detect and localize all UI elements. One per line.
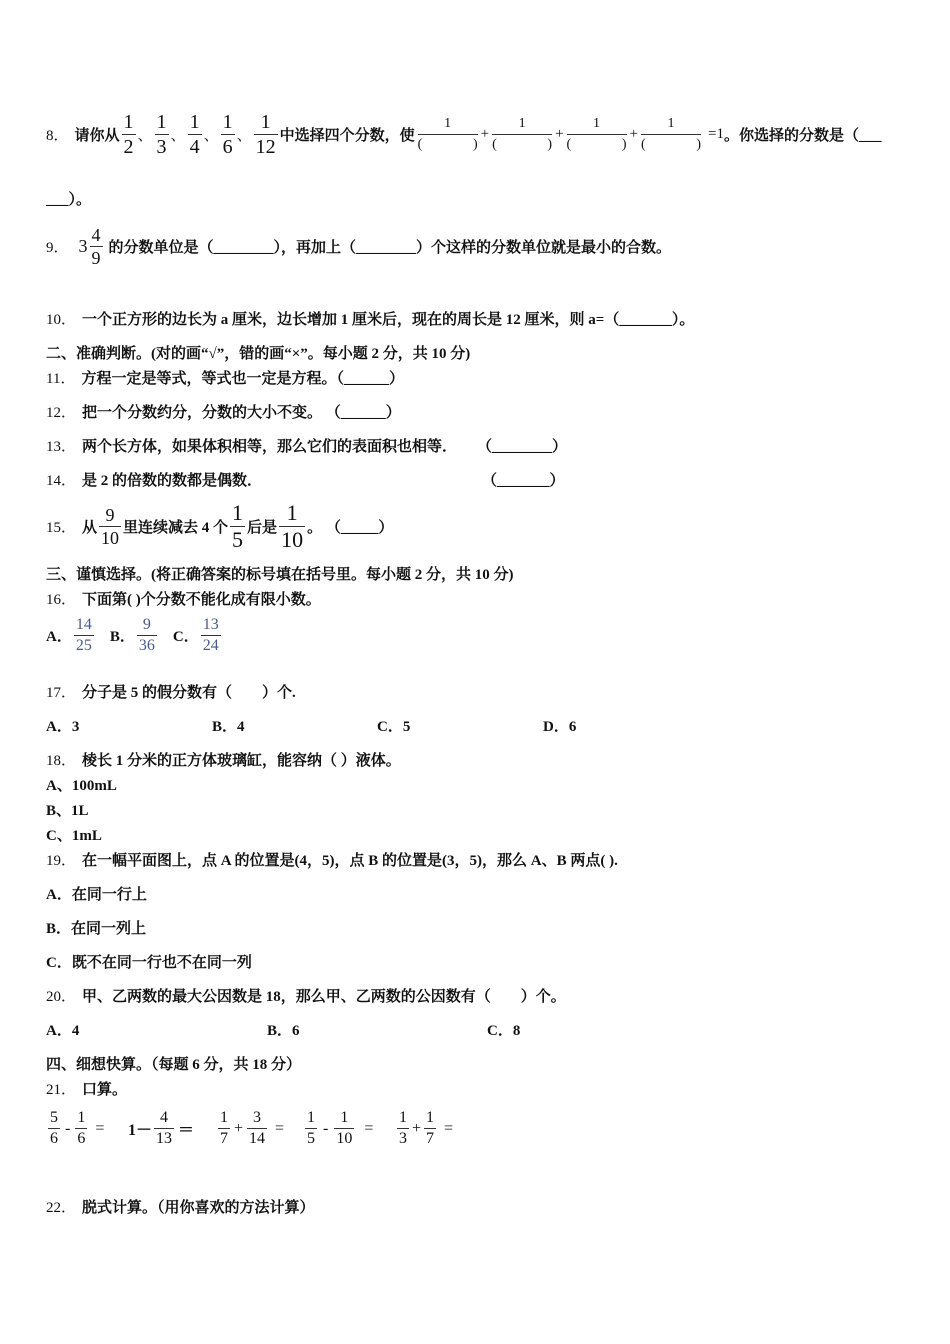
question-text: 两个长方体，如果体积相等，那么它们的表面积也相等． (82, 439, 458, 455)
blank-fraction[interactable]: 1 ( ) (417, 116, 478, 152)
question-10 (46, 308, 694, 329)
calc-expression-4: $\frac{1}{5}$ - $\frac{1}{10}$ = (307, 1109, 374, 1147)
option-b-fraction[interactable]: $\frac{9}{36}$ (138, 616, 155, 654)
q19-option-b[interactable]: B．在同一列上 (46, 921, 147, 937)
fraction: $\frac{1}{6}$ (77, 1109, 86, 1147)
option-c[interactable]: C． (172, 629, 199, 645)
question-number: 21． (46, 1082, 77, 1098)
calc-expression-1: $\frac{5}{6}$ - $\frac{1}{6}$ = (50, 1109, 105, 1147)
option-b[interactable]: B． (109, 629, 135, 645)
question-text: 脱式计算。（用你喜欢的方法计算） (82, 1200, 315, 1216)
question-number: 18． (46, 753, 77, 769)
q17-option-d[interactable]: D．6 (543, 719, 577, 735)
question-8-continued[interactable]: ___）。 (46, 192, 92, 208)
question-21 (46, 1078, 127, 1099)
question-number: 17． (46, 685, 77, 701)
q18-option-a[interactable]: A、100mL (46, 778, 117, 794)
calc-expression-5: $\frac{1}{3}$ + $\frac{1}{7}$ = (399, 1109, 454, 1147)
question-text: 是 2 的倍数的数都是偶数． (82, 473, 263, 489)
fraction: $\frac{1}{5}$ (232, 500, 244, 552)
question-number: 15． (46, 520, 77, 536)
answer-blank[interactable]: 。 （_____） (307, 520, 394, 536)
option-a[interactable]: A． (46, 629, 72, 645)
mixed-number: 3 $\frac{4}{9}$ (78, 225, 101, 268)
question-number: 14． (46, 473, 77, 489)
question-18 (46, 749, 401, 770)
question-text: 中选择四个分数，使 (279, 128, 415, 144)
question-number: 9． (46, 240, 69, 256)
question-15: 15． 从 $\frac{9}{10}$ 里连续减去 4 个 $\frac{1}{5}$ 后是 $\frac{1}{10}$ 。 （_____） (46, 500, 394, 552)
question-number: 22． (46, 1200, 77, 1216)
question-text: 请你从 (74, 128, 120, 144)
question-16 (46, 588, 321, 609)
equals-one: =1 (708, 126, 724, 142)
section-4-title: 四、细想快算。（每题 6 分，共 18 分） (46, 1057, 302, 1073)
question-number: 11． (46, 371, 76, 387)
question-19 (46, 849, 618, 870)
q19-option-a[interactable]: A．在同一行上 (46, 887, 147, 903)
question-8: 8． 请你从 $\frac{1}{2}$ 、 $\frac{1}{3}$ 、 $\frac{1}{4}$ 、 $\frac{1}{6}$ 、 $\frac{1}{12}$ 中选择四个分数，使 1 ( ) + 1 ( ) + 1 ( ) + 1 ( ) =1 。你选择的分数是（___ (46, 111, 882, 158)
fraction: $\frac{1}{10}$ (336, 1109, 353, 1147)
question-22 (46, 1196, 315, 1217)
fraction: $\frac{1}{12}$ (255, 111, 276, 158)
section-3-title: 三、谨慎选择。(将正确答案的标号填在括号里。每小题 2 分，共 10 分) (46, 567, 514, 583)
question-14 (46, 469, 565, 490)
question-text[interactable]: 一个正方形的边长为 a 厘米，边长增加 1 厘米后，现在的周长是 12 厘米，则 a=（_______）。 (82, 312, 695, 328)
q20-option-c[interactable]: C．8 (487, 1023, 521, 1039)
q19-option-c[interactable]: C．既不在同一行也不在同一列 (46, 955, 252, 971)
q20-option-a[interactable]: A．4 (46, 1023, 80, 1039)
fraction: $\frac{1}{4}$ (189, 111, 200, 158)
blank-fraction[interactable]: 1 ( ) (566, 116, 627, 152)
blank-fraction[interactable]: 1 ( ) (641, 116, 702, 152)
question-9 (46, 226, 671, 267)
question-12 (46, 401, 401, 422)
q17-option-b[interactable]: B．4 (212, 719, 245, 735)
fraction: $\frac{1}{6}$ (222, 111, 233, 158)
fraction: $\frac{1}{10}$ (281, 500, 304, 552)
question-text: 甲、乙两数的最大公因数是 18，那么甲、乙两数的公因数有（ ）个。 (82, 989, 566, 1005)
question-text: 下面第( )个分数不能化成有限小数。 (82, 592, 321, 608)
option-c-fraction[interactable]: $\frac{13}{24}$ (202, 616, 219, 654)
question-11 (46, 367, 404, 388)
fraction: $\frac{1}{3}$ (399, 1109, 407, 1147)
fraction: $\frac{1}{7}$ (220, 1109, 228, 1147)
question-number: 8． (46, 128, 69, 144)
q18-option-c[interactable]: C、1mL (46, 828, 102, 844)
question-text[interactable]: 方程一定是等式，等式也一定是方程。（______） (81, 371, 404, 387)
fraction: $\frac{1}{3}$ (156, 111, 167, 158)
question-text[interactable]: 的分数单位是（________），再加上（________）个这样的分数单位就是最小的合数。 (108, 240, 672, 256)
question-text: 在一幅平面图上，点 A 的位置是(4，5)，点 B 的位置是(3，5)，那么 A、B 两点( ). (82, 853, 618, 869)
q20-option-b[interactable]: B．6 (267, 1023, 300, 1039)
answer-blank[interactable]: （_______） (482, 473, 565, 489)
question-number: 10． (46, 312, 77, 328)
q18-option-b[interactable]: B、1L (46, 803, 89, 819)
question-17 (46, 681, 296, 702)
fraction: $\frac{3}{14}$ (249, 1109, 266, 1147)
question-text: 棱长 1 分米的正方体玻璃缸，能容纳（ ）液体。 (82, 753, 401, 769)
answer-blank[interactable]: （________） (477, 439, 568, 455)
calc-expression-2: 1－ $\frac{4}{13}$ ＝ (128, 1109, 195, 1147)
q17-option-a[interactable]: A．3 (46, 719, 80, 735)
fraction: $\frac{1}{7}$ (426, 1109, 435, 1147)
question-text: 口算。 (82, 1082, 128, 1098)
answer-blank[interactable]: 。你选择的分数是（___ (723, 128, 882, 144)
fraction: $\frac{1}{2}$ (123, 111, 134, 158)
section-2-title: 二、准确判断。(对的画“√”，错的画“×”。每小题 2 分，共 10 分) (46, 346, 471, 362)
fraction: $\frac{5}{6}$ (50, 1109, 58, 1147)
q17-option-c[interactable]: C．5 (377, 719, 411, 735)
fraction: $\frac{9}{10}$ (101, 505, 120, 548)
blank-fraction[interactable]: 1 ( ) (492, 116, 553, 152)
question-number: 12． (46, 405, 77, 421)
calc-expression-3: $\frac{1}{7}$ + $\frac{3}{14}$ = (220, 1109, 285, 1147)
question-text[interactable]: 把一个分数约分，分数的大小不变。 （______） (82, 405, 401, 421)
question-number: 19． (46, 853, 77, 869)
question-16-options (46, 617, 223, 654)
question-number: 13． (46, 439, 77, 455)
fraction: $\frac{4}{13}$ (156, 1109, 173, 1147)
fraction: $\frac{1}{5}$ (307, 1109, 315, 1147)
question-20 (46, 985, 566, 1006)
question-number: 16． (46, 592, 77, 608)
option-a-fraction[interactable]: $\frac{14}{25}$ (75, 616, 92, 654)
question-number: 20． (46, 989, 77, 1005)
question-13 (46, 435, 567, 456)
question-text: 分子是 5 的假分数有（ ）个. (82, 685, 296, 701)
